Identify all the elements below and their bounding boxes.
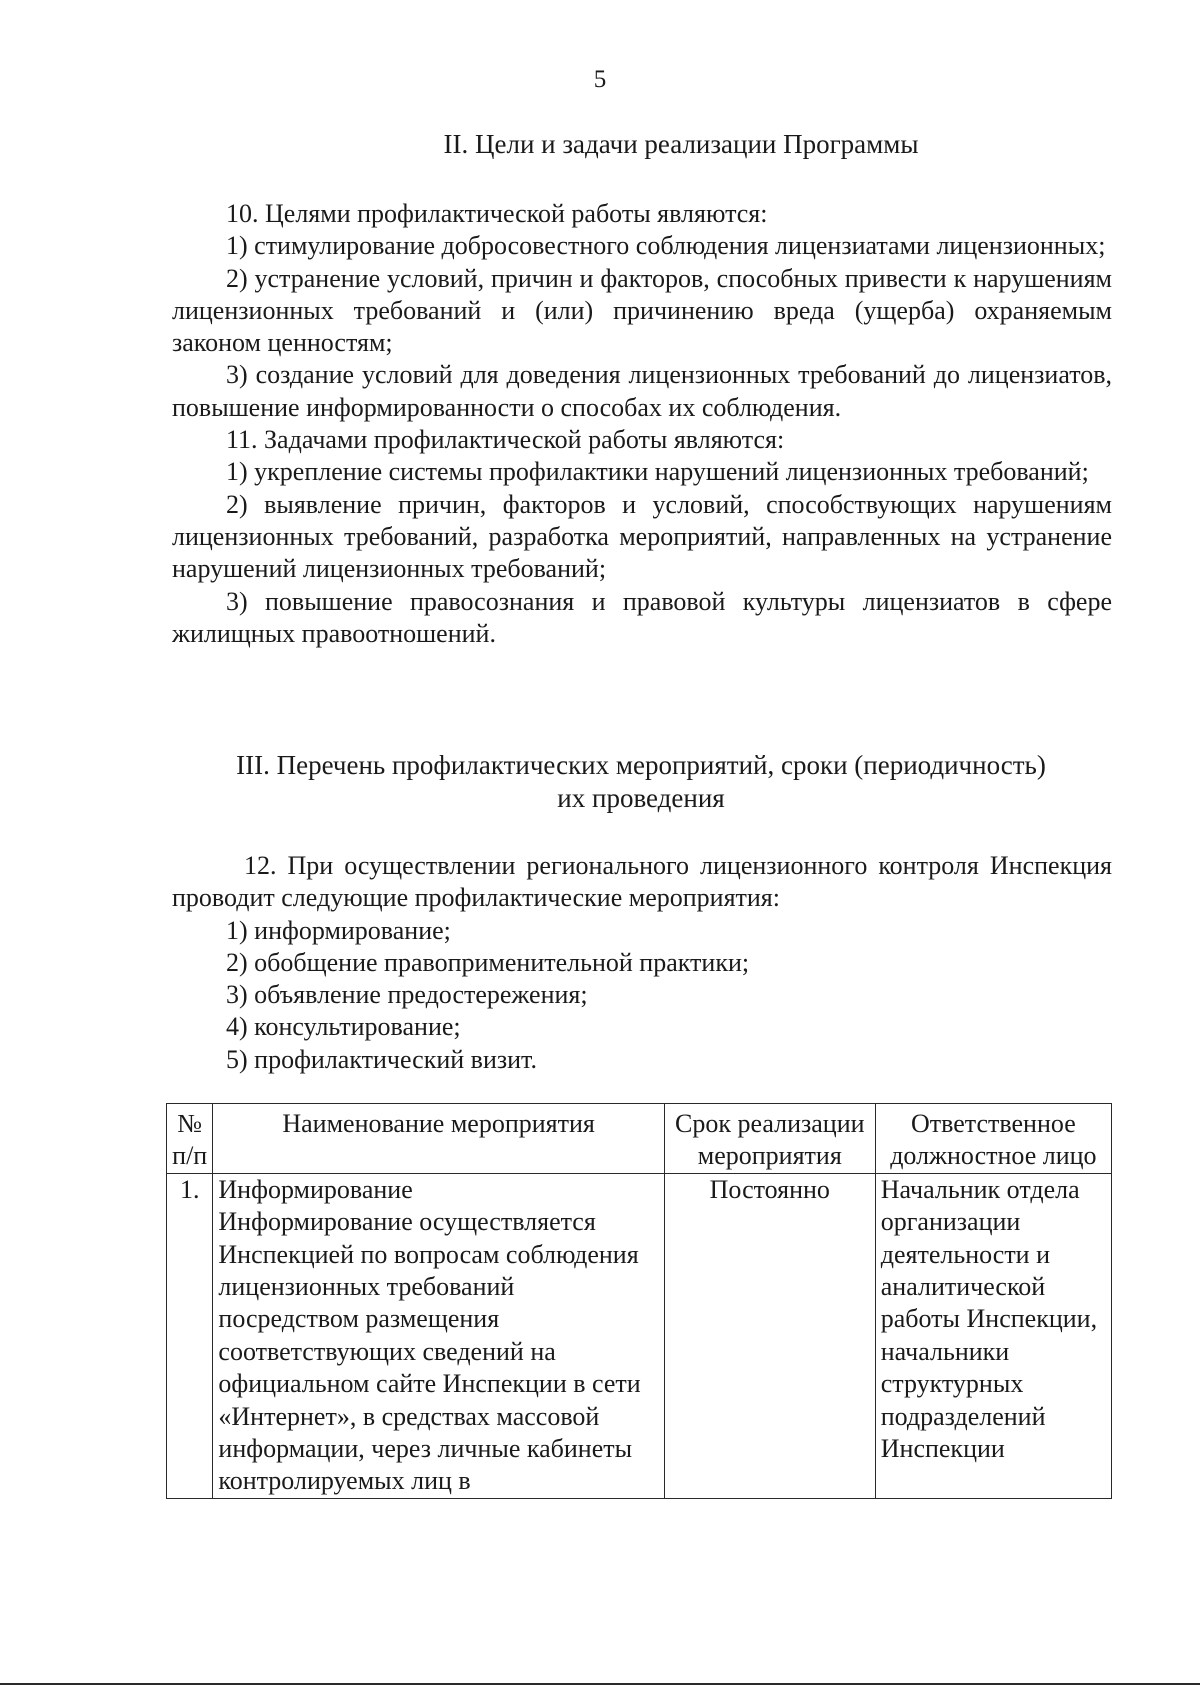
row-name-body: Информирование осуществляется Инспекцией по вопросам соблюдения лицензионных требований посредством размещения соответствующих сведений на официальном сайте Инспекции в сети «Интернет», в средствах массовой информации, через личные кабинеты контролируемых лиц в (218, 1207, 641, 1496)
section-3-heading-line-2: их проведения (557, 783, 725, 813)
row-name-title: Информирование (218, 1174, 413, 1204)
section-3-heading (170, 749, 1112, 815)
header-responsible: Ответственное должностное лицо (875, 1104, 1111, 1174)
bottom-rule (0, 1683, 1200, 1685)
row-num: 1. (167, 1173, 213, 1498)
measure-item-3: 3) объявление предостережения; (226, 980, 588, 1010)
header-term: Срок реализации мероприятия (664, 1104, 875, 1174)
goal-item-3: 3) создание условий для доведения лицензионных требований до лицензиатов, повышение информированности о способах их соблюдения. (172, 360, 1112, 422)
table-row (167, 1173, 1112, 1498)
measure-item-1: 1) информирование; (226, 915, 451, 945)
section-3-heading-line-1: III. Перечень профилактических мероприятий, сроки (периодичность) (236, 750, 1046, 780)
paragraph-12: 12. При осуществлении регионального лицензионного контроля Инспекция проводит следующие профилактические мероприятия: (172, 851, 1112, 913)
row-responsible: Начальник отдела организации деятельности и аналитической работы Инспекции, начальники структурных подразделений Инспекции (875, 1173, 1111, 1498)
goal-item-2: 2) устранение условий, причин и факторов, способных привести к нарушениям лицензионных требований и (или) причинению вреда (ущерба) охраняемым законом ценностям; (172, 263, 1112, 358)
paragraph-10: 10. Целями профилактической работы являются: (226, 199, 768, 228)
measure-item-2: 2) обобщение правоприменительной практики; (226, 947, 750, 977)
paragraph-11: 11. Задачами профилактической работы являются: (226, 425, 785, 455)
header-name: Наименование мероприятия (213, 1104, 664, 1174)
task-item-3: 3) повышение правосознания и правовой культуры лицензиатов в сфере жилищных правоотношений. (172, 586, 1112, 648)
section-2-heading: II. Цели и задачи реализации Программы (443, 129, 919, 159)
row-name (213, 1173, 664, 1498)
measure-item-5: 5) профилактический визит. (226, 1044, 537, 1074)
task-item-1: 1) укрепление системы профилактики нарушений лицензионных требований; (226, 457, 1089, 487)
goal-item-1: 1) стимулирование добросовестного соблюдения лицензиатами лицензионных; (226, 231, 1106, 261)
row-term: Постоянно (664, 1173, 875, 1498)
task-item-2: 2) выявление причин, факторов и условий, способствующих нарушениям лицензионных требований, разработка мероприятий, направленных на устранение нарушений лицензионных требований; (172, 489, 1112, 584)
header-num: № п/п (167, 1104, 213, 1174)
table-header-row (167, 1104, 1112, 1174)
measures-table (166, 1103, 1112, 1499)
section-3-text (172, 850, 1112, 1076)
section-2-text (172, 198, 1112, 650)
page-number: 5 (593, 66, 607, 93)
measure-item-4: 4) консультирование; (226, 1012, 461, 1042)
